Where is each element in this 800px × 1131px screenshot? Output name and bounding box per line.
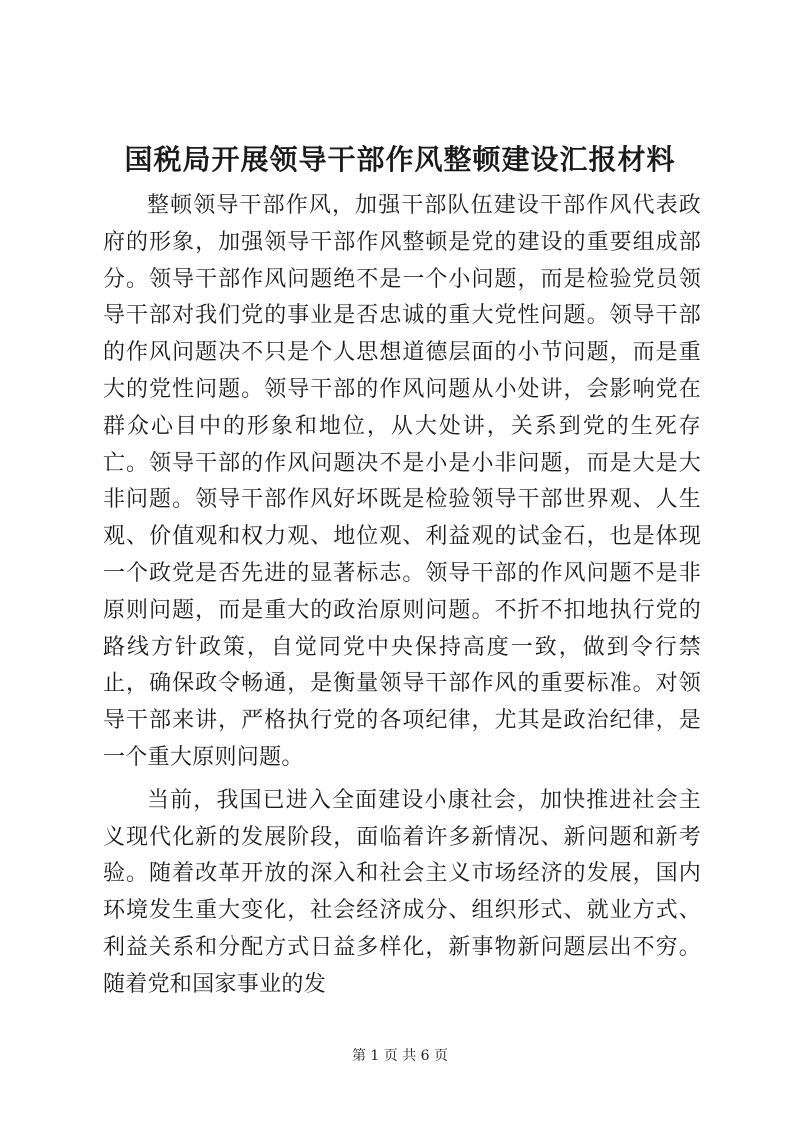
paragraph-2: 当前，我国已进入全面建设小康社会，加快推进社会主义现代化新的发展阶段，面临着许多新情况、新问题和新考验。随着改革开放的深入和社会主义市场经济的发展，国内环境发生重大变化，社会经济成分、组织形式、就业方式、利益关系和分配方式日益多样化，新事物新问题层出不穷。随着党和国家事业的发 (103, 787, 701, 997)
document-title: 国税局开展领导干部作风整顿建设汇报材料 (124, 143, 676, 176)
page-number-footer: 第 1 页 共 6 页 (351, 1048, 449, 1064)
paragraph-1: 整顿领导干部作风，加强干部队伍建设干部作风代表政府的形象，加强领导干部作风整顿是党的建设的重要组成部分。领导干部作风问题绝不是一个小问题，而是检验党员领导干部对我们党的事业是否忠诚的重大党性问题。领导干部的作风问题决不只是个人思想道德层面的小节问题，而是重大的党性问题。领导干部的作风问题从小处讲，会影响党在群众心目中的形象和地位，从大处讲，关系到党的生死存亡。领导干部的作风问题决不是小是小非问题，而是大是大非问题。领导干部作风好坏既是检验领导干部世界观、人生观、价值观和权力观、地位观、利益观的试金石，也是体现一个政党是否先进的显著标志。领导干部的作风问题不是非原则问题，而是重大的政治原则问题。不折不扣地执行党的路线方针政策，自觉同党中央保持高度一致，做到令行禁止，确保政令畅通，是衡量领导干部作风的重要标准。对领导干部来讲，严格执行党的各项纪律，尤其是政治纪律，是一个重大原则问题。 (103, 193, 701, 770)
document-body (103, 188, 701, 1010)
